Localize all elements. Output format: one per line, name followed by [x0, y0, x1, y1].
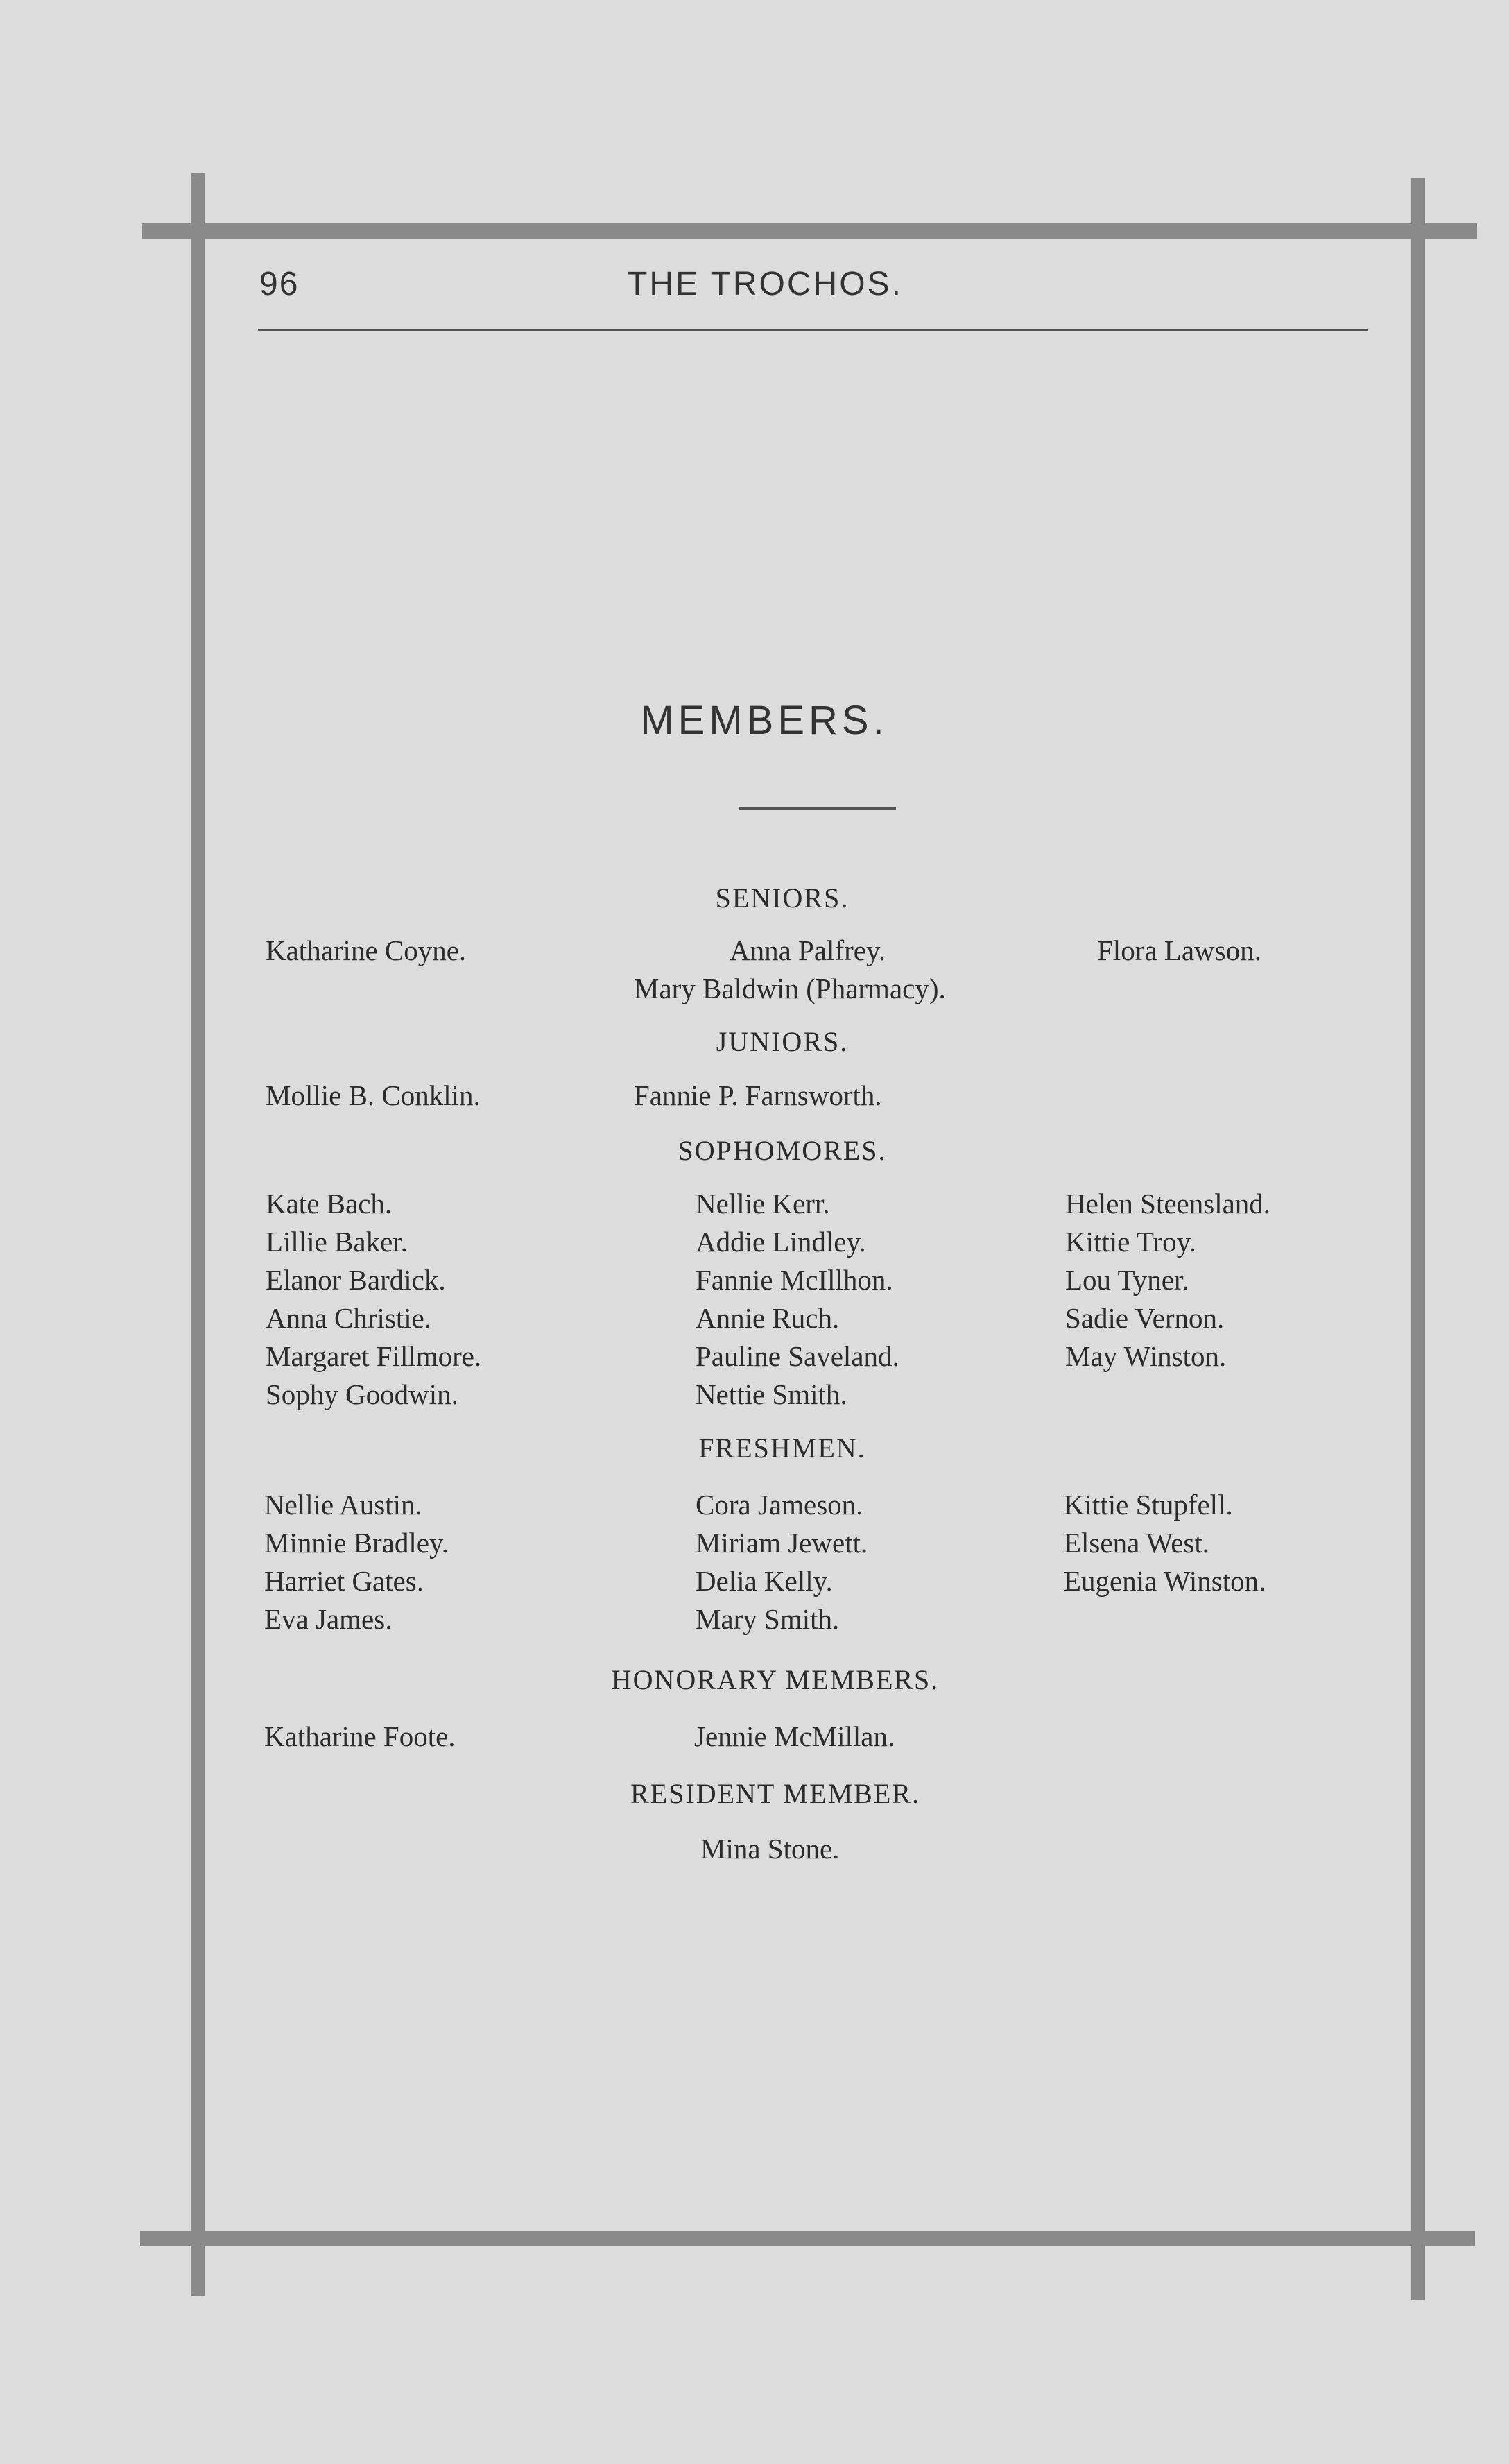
seniors-right-column: [1097, 932, 1261, 970]
freshmen-center-column: [696, 1486, 868, 1639]
member-name: Mollie B. Conklin.: [266, 1079, 481, 1111]
member-name: Delia Kelly.: [696, 1565, 833, 1597]
member-name: Flora Lawson.: [1097, 934, 1261, 966]
border-right: [1411, 178, 1425, 2300]
member-name: Sophy Goodwin.: [266, 1378, 458, 1410]
member-name: Lillie Baker.: [266, 1226, 408, 1258]
member-name: Annie Ruch.: [696, 1302, 840, 1334]
member-name: Pauline Saveland.: [696, 1340, 899, 1372]
juniors-left-column: [266, 1077, 481, 1115]
seniors-heading: SENIORS.: [715, 882, 850, 914]
member-name: Nellie Austin.: [264, 1489, 422, 1521]
running-title: THE TROCHOS.: [627, 266, 903, 302]
member-name: Nellie Kerr.: [696, 1188, 830, 1220]
member-name: Mina Stone.: [700, 1833, 840, 1865]
member-name: Kittie Troy.: [1065, 1226, 1196, 1258]
member-name: Kate Bach.: [266, 1188, 393, 1220]
member-name: Anna Palfrey.: [730, 934, 886, 966]
member-name: Sadie Vernon.: [1065, 1302, 1225, 1334]
juniors-center-column: [634, 1077, 882, 1115]
sophomores-center-column: [696, 1185, 899, 1414]
freshmen-left-column: [264, 1486, 449, 1639]
member-name: Harriet Gates.: [264, 1565, 424, 1597]
border-bottom: [140, 2231, 1475, 2246]
page-number: 96: [259, 266, 300, 302]
member-name: Katharine Coyne.: [266, 934, 467, 966]
member-name: Jennie McMillan.: [694, 1720, 895, 1752]
juniors-heading: JUNIORS.: [716, 1026, 849, 1057]
member-name: Lou Tyner.: [1065, 1264, 1189, 1296]
member-name: Minnie Bradley.: [264, 1527, 449, 1559]
title-rule: [739, 807, 896, 810]
sophomores-left-column: [266, 1185, 481, 1414]
member-name: Nettie Smith.: [696, 1378, 847, 1410]
member-name: Eva James.: [264, 1603, 393, 1635]
member-name: Cora Jameson.: [696, 1489, 863, 1521]
section-title: MEMBERS.: [640, 698, 888, 743]
border-top: [142, 223, 1477, 239]
resident-center-column: [700, 1830, 839, 1868]
member-name: Elanor Bardick.: [266, 1264, 446, 1296]
member-name: Fannie P. Farnsworth.: [634, 1079, 882, 1111]
resident-heading: RESIDENT MEMBER.: [630, 1778, 920, 1809]
member-name: Fannie McIllhon.: [696, 1264, 893, 1296]
member-name: Eugenia Winston.: [1064, 1565, 1266, 1597]
member-name: Miriam Jewett.: [696, 1527, 868, 1559]
seniors-left-column: [266, 932, 466, 970]
member-name: Mary Smith.: [696, 1603, 840, 1635]
member-name: May Winston.: [1065, 1340, 1227, 1372]
sophomores-right-column: [1065, 1185, 1270, 1376]
member-name: Addie Lindley.: [696, 1226, 866, 1258]
freshmen-heading: FRESHMEN.: [698, 1432, 866, 1464]
freshmen-right-column: [1064, 1486, 1266, 1600]
header-rule: [258, 329, 1368, 331]
member-name: Katharine Foote.: [264, 1720, 456, 1752]
member-name: Kittie Stupfell.: [1064, 1489, 1233, 1521]
border-left: [191, 173, 205, 2296]
sophomores-heading: SOPHOMORES.: [678, 1135, 887, 1166]
member-name: Helen Steensland.: [1065, 1188, 1271, 1220]
seniors-note: Mary Baldwin (Pharmacy).: [634, 973, 946, 1004]
member-name: Margaret Fillmore.: [266, 1340, 482, 1372]
honorary-center-column: [694, 1718, 895, 1756]
member-name: Anna Christie.: [266, 1302, 432, 1334]
member-name: Elsena West.: [1064, 1527, 1210, 1559]
seniors-center-column: [730, 932, 886, 970]
honorary-left-column: [264, 1718, 456, 1756]
honorary-heading: HONORARY MEMBERS.: [611, 1664, 940, 1695]
